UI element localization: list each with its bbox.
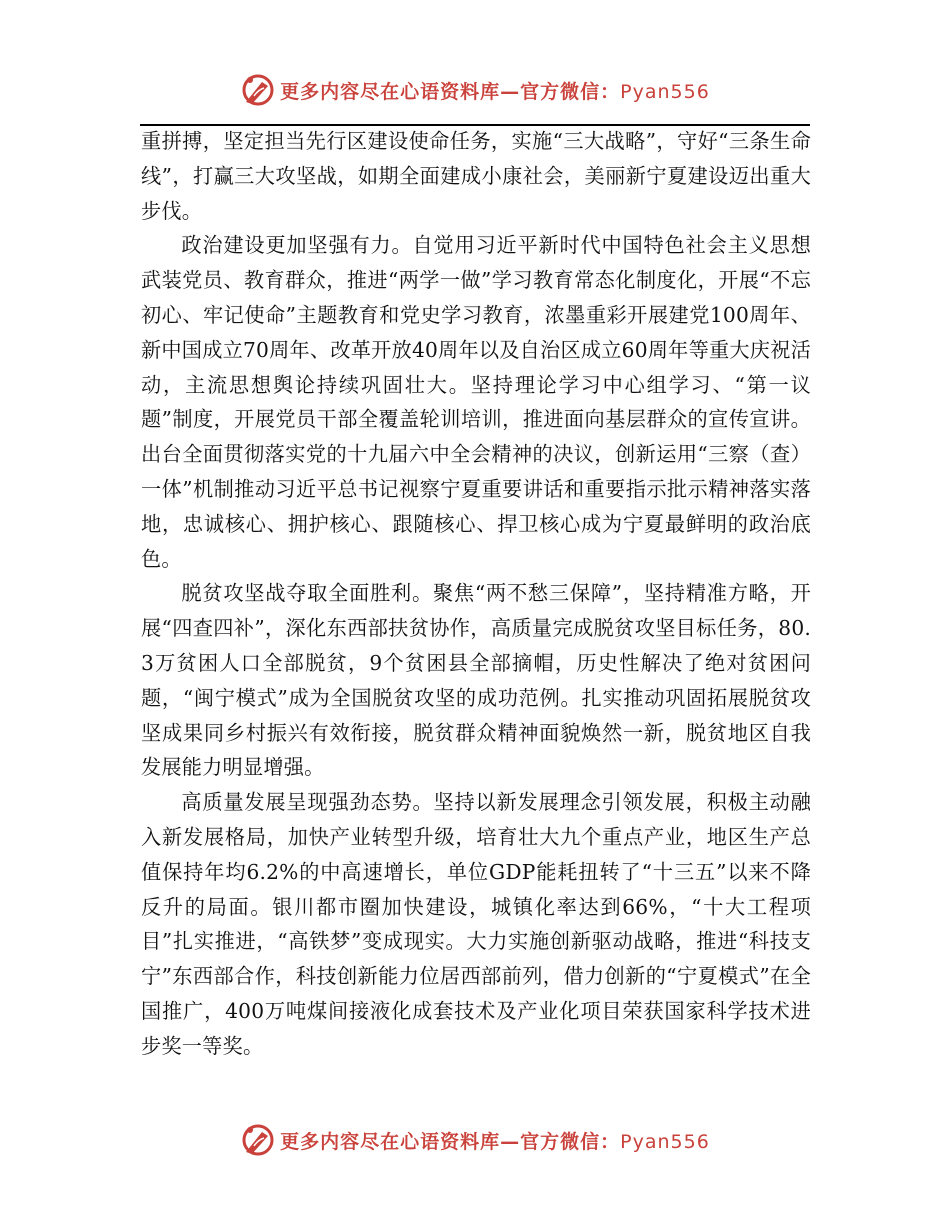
paragraph-high-quality-development: 高质量发展呈现强劲态势。坚持以新发展理念引领发展，积极主动融入新发展格局，加快产业转型升级，培育壮大九个重点产业，地区生产总值保持年均6.2%的中高速增长，单位GDP能耗扭转了“十三五”以来不降反升的局面。银川都市圈加快建设，城镇化率达到66%，“十大工程项目”扎实推进，“高铁梦”变成现实。大力实施创新驱动战略，推进“科技支宁”东西部合作，科技创新能力位居西部前列，借力创新的“宁夏模式”在全国推广，400万吨煤间接液化成套技术及产业化项目荣获国家科学技术进步奖一等奖。	[141, 790, 811, 1058]
red-ink-pen-logo-icon	[240, 1122, 276, 1158]
red-ink-pen-logo-icon	[240, 72, 276, 108]
watermark-text: 更多内容尽在心语资料库—官方微信：Pyan556	[280, 80, 710, 103]
footer-watermark	[0, 1118, 950, 1162]
paragraph-poverty-alleviation: 脱贫攻坚战夺取全面胜利。聚焦“两不愁三保障”，坚持精准方略，开展“四查四补”，深化东西部扶贫协作，高质量完成脱贫攻坚目标任务，80.3万贫困人口全部脱贫，9个贫困县全部摘帽，历史性解决了绝对贫困问题，“闽宁模式”成为全国脱贫攻坚的成功范例。扎实推动巩固拓展脱贫攻坚成果同乡村振兴有效衔接，脱贫群众精神面貌焕然一新，脱贫地区自我发展能力明显增强。	[141, 581, 811, 780]
paragraph-political-construction: 政治建设更加坚强有力。自觉用习近平新时代中国特色社会主义思想武装党员、教育群众，推进“两学一做”学习教育常态化制度化，开展“不忘初心、牢记使命”主题教育和党史学习教育，浓墨重彩开展建党100周年、新中国成立70周年、改革开放40周年以及自治区成立60周年等重大庆祝活动，主流思想舆论持续巩固壮大。坚持理论学习中心组学习、“第一议题”制度，开展党员干部全覆盖轮训培训，推进面向基层群众的宣传宣讲。出台全面贯彻落实党的十九届六中全会精神的决议，创新运用“三察（查）一体”机制推动习近平总书记视察宁夏重要讲话和重要指示批示精神落实落地，忠诚核心、拥护核心、跟随核心、捍卫核心成为宁夏最鲜明的政治底色。	[141, 233, 811, 571]
document-body	[141, 124, 811, 1064]
header-watermark	[0, 68, 950, 112]
wechat-id: Pyan556	[620, 1130, 710, 1153]
watermark-text: 更多内容尽在心语资料库—官方微信：Pyan556	[280, 1130, 710, 1153]
paragraph-continuation: 重拼搏，坚定担当先行区建设使命任务，实施“三大战略”，守好“三条生命线”，打赢三大攻坚战，如期全面建成小康社会，美丽新宁夏建设迈出重大步伐。	[141, 129, 811, 223]
wechat-id: Pyan556	[620, 80, 710, 103]
